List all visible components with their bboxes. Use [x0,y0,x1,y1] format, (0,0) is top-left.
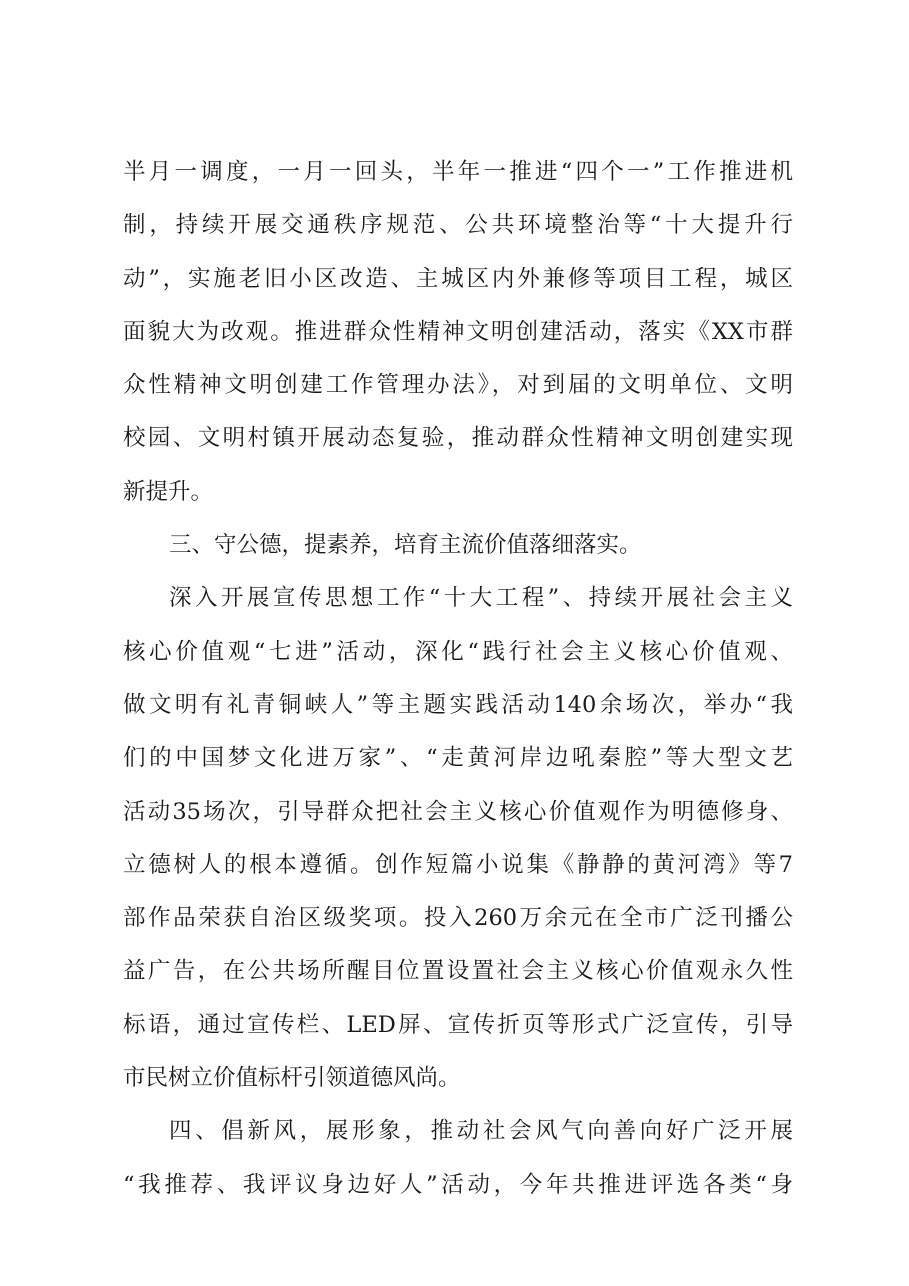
text-line: 益广告，在公共场所醒目位置设置社会主义核心价值观永久性 [123,958,793,985]
text-line: 半月一调度，一月一回头，半年一推进“四个一”工作推进机 [123,159,793,185]
text-line: 校园、文明村镇开展动态复验，推动群众性精神文明创建实现 [123,425,793,452]
text-line: 立德树人的根本遵循。创作短篇小说集《静静的黄河湾》等7 [123,851,793,878]
text-line: 们的中国梦文化进万家”、“走黄河岸边吼秦腔”等大型文艺 [123,745,793,772]
section-heading: 四、倡新风，展形象，推动社会风气向善向好广泛开展 [169,1118,793,1145]
text-line: 新提升。 [123,478,214,505]
text-line: 众性精神文明创建工作管理办法》，对到届的文明单位、文明 [123,372,793,399]
text-line: 活动35场次，引导群众把社会主义核心价值观作为明德修身、 [123,798,793,825]
text-line: 做文明有礼青铜峡人”等主题实践活动140余场次，举办“我 [123,691,793,718]
text-line: 深入开展宣传思想工作“十大工程”、持续开展社会主义 [169,585,793,612]
text-line: 面貌大为改观。推进群众性精神文明创建活动，落实《XX市群 [123,318,793,345]
text-line: 制，持续开展交通秩序规范、公共环境整治等“十大提升行 [123,212,793,239]
body-text [123,146,793,1212]
text-line: 标语，通过宣传栏、LED屏、宣传折页等形式广泛宣传，引导 [123,1011,793,1038]
text-line: 部作品荣获自治区级奖项。投入260万余元在全市广泛刊播公 [123,905,793,932]
text-line: “我推荐、我评议身边好人”活动，今年共推进评选各类“身 [123,1171,793,1198]
text-line: 市民树立价值标杆引领道德风尚。 [123,1065,461,1092]
text-line: 核心价值观“七进”活动，深化“践行社会主义核心价值观、 [123,638,793,665]
section-heading: 三、守公德，提素养，培育主流价值落细落实。 [169,532,642,559]
text-line: 动”，实施老旧小区改造、主城区内外兼修等项目工程，城区 [123,265,793,292]
